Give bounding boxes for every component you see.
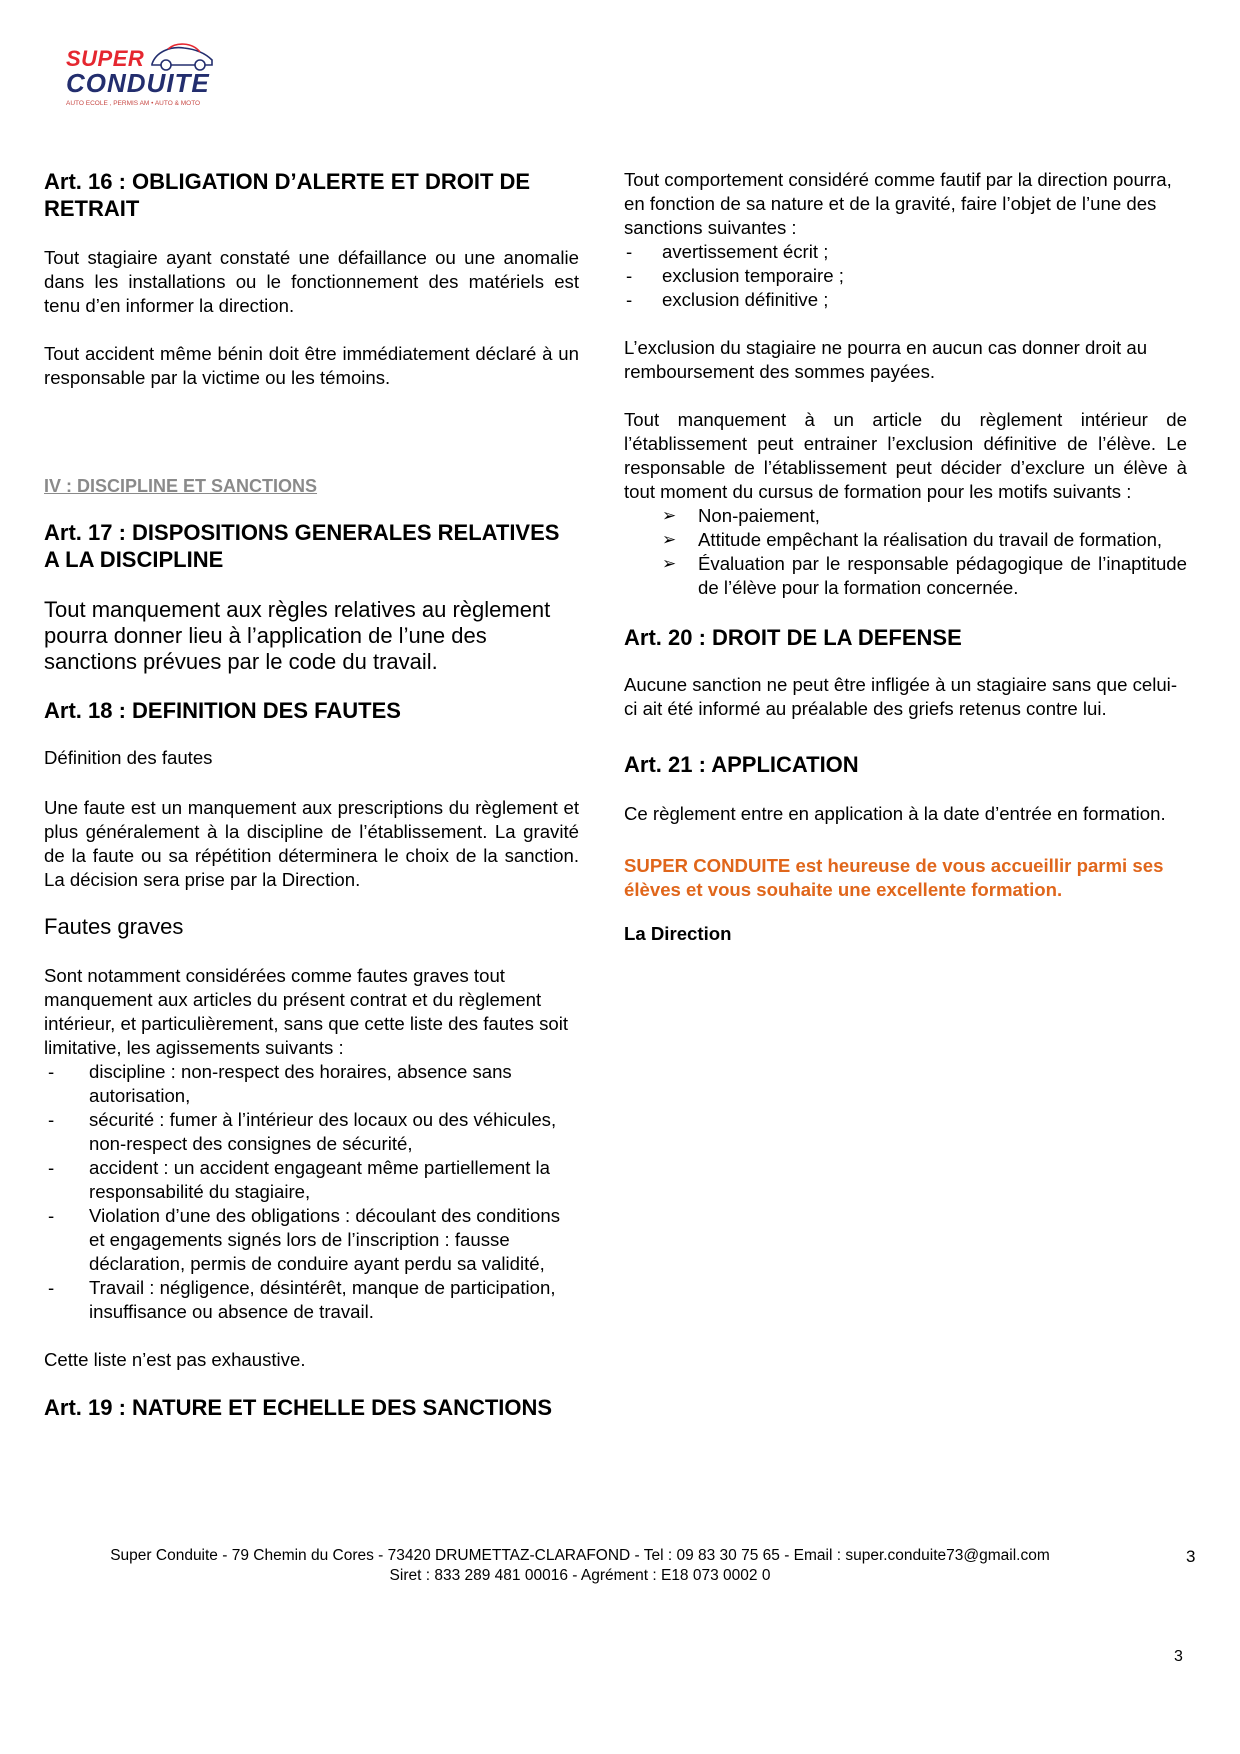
list-item: ➢ Non-paiement, [624,504,1187,528]
list-item: - exclusion définitive ; [624,288,1187,312]
logo-super: SUPER [66,46,145,71]
list-item: - avertissement écrit ; [624,240,1187,264]
art20-paragraph: Aucune sanction ne peut être infligée à un stagiaire sans que celui-ci ait été informé au préalable des griefs retenus contre lui. [624,674,1178,719]
art16-paragraph-2: Tout accident même bénin doit être immédiatement déclaré à un responsable par la victime ou les témoins. [44,343,579,388]
art18-heading-fautes-graves: Fautes graves [44,914,184,939]
car-icon [148,38,218,72]
art17-title: Art. 17 : DISPOSITIONS GENERALES RELATIVES A LA DISCIPLINE [44,520,560,572]
art18-subtitle: Définition des fautes [44,747,213,768]
art16-title: Art. 16 : OBLIGATION D’ALERTE ET DROIT DE RETRAIT [44,169,531,221]
logo [60,38,220,114]
left-column [44,168,579,1421]
list-item: ➢ Attitude empêchant la réalisation du travail de formation, [624,528,1187,552]
art18-paragraph-1: Une faute est un manquement aux prescriptions du règlement et plus généralement à la discipline de l’établissement. La gravité de la faute ou sa répétition déterminera le choix de la sanction. La décision sera prise par la Direction. [44,797,579,890]
list-item: - exclusion temporaire ; [624,264,1187,288]
list-item: - sécurité : fumer à l’intérieur des locaux ou des véhicules, non-respect des consignes de sécurité, [44,1108,579,1156]
art19-paragraph-1: Tout comportement considéré comme fautif par la direction pourra, en fonction de sa nature et de la gravité, faire l’objet de l’une des sanctions suivantes : [624,169,1172,238]
art19-title: Art. 19 : NATURE ET ECHELLE DES SANCTIONS [44,1395,553,1420]
art16-paragraph-1: Tout stagiaire ayant constaté une défaillance ou une anomalie dans les installations ou le fonctionnement des matériels est tenu d’en informer la direction. [44,247,579,316]
art19-paragraph-3: Tout manquement à un article du règlement intérieur de l’établissement peut entrainer l’exclusion définitive de l’élève. Le responsable de l’établissement peut décider d’exclure un élève à tout moment du cursus de formation pour les motifs suivants : [624,409,1187,502]
footer-address: Super Conduite - 79 Chemin du Cores - 73420 DRUMETTAZ-CLARAFOND - Tel : 09 83 30 75 65 - Email : super.conduite73@gmail.com [110,1547,1050,1564]
footer [60,1546,1100,1586]
list-item: - Violation d’une des obligations : découlant des conditions et engagements signés lors de l’inscription : fausse déclaration, permis de conduire ayant perdu sa validité, [44,1204,579,1276]
art20-title: Art. 20 : DROIT DE LA DEFENSE [624,625,962,650]
section-title-discipline: IV : DISCIPLINE ET SANCTIONS [44,476,318,496]
art17-paragraph: Tout manquement aux règles relatives au règlement pourra donner lieu à l’application de l’une des sanctions prévues par le code du travail. [44,597,551,674]
art19-paragraph-2: L’exclusion du stagiaire ne pourra en aucun cas donner droit au remboursement des sommes payées. [624,337,1148,382]
logo-conduite: CONDUITE [66,68,210,98]
art21-paragraph: Ce règlement entre en application à la date d’entrée en formation. [624,803,1166,824]
motifs-list [624,504,1187,600]
right-column [624,168,1187,946]
list-item: ➢ Évaluation par le responsable pédagogique de l’inaptitude de l’élève pour la formation concernée. [624,552,1187,600]
footer-page-number: 3 [1186,1547,1196,1566]
closing-message: SUPER CONDUITE est heureuse de vous accueillir parmi ses élèves et vous souhaite une excellente formation. [624,855,1164,900]
art18-paragraph-2: Sont notamment considérées comme fautes graves tout manquement aux articles du présent contrat et du règlement intérieur, et particulièrement, sans que cette liste des fautes soit limitative, les agissements suivants : [44,965,569,1058]
sanctions-list [624,240,1187,312]
logo-tagline: AUTO ECOLE , PERMIS AM • AUTO & MOTO [66,100,201,107]
list-item: - discipline : non-respect des horaires, absence sans autorisation, [44,1060,579,1108]
footer-registration: Siret : 833 289 481 00016 - Agrément : E18 073 0002 0 [389,1567,771,1584]
signature: La Direction [624,923,732,944]
page-number: 3 [1174,1648,1183,1665]
art18-note: Cette liste n’est pas exhaustive. [44,1349,306,1370]
art21-title: Art. 21 : APPLICATION [624,752,859,777]
list-item: - accident : un accident engageant même partiellement la responsabilité du stagiaire, [44,1156,579,1204]
art18-title: Art. 18 : DEFINITION DES FAUTES [44,698,401,723]
list-item: - Travail : négligence, désintérêt, manque de participation, insuffisance ou absence de travail. [44,1276,579,1324]
fautes-graves-list [44,1060,579,1324]
